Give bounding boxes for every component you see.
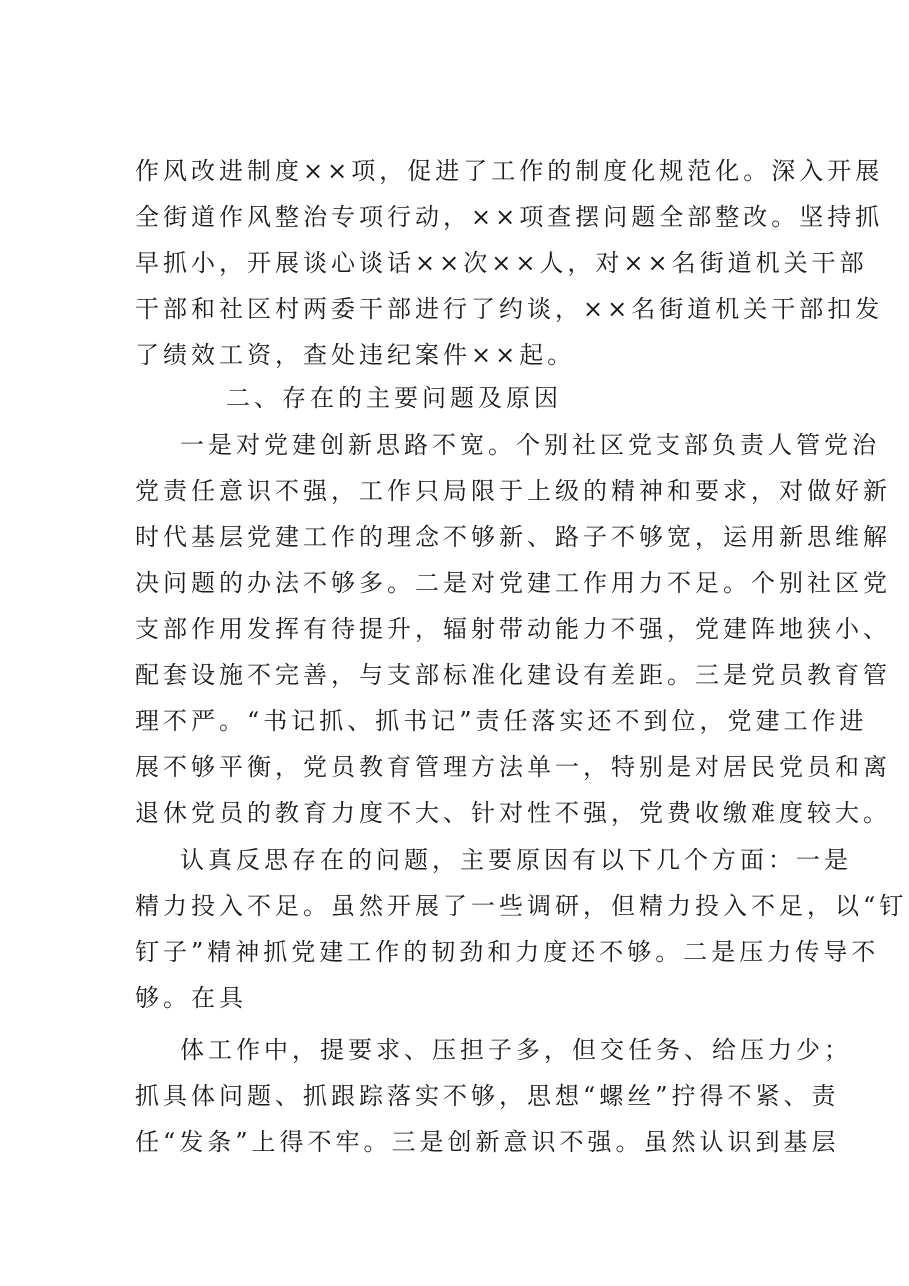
text-line: 作风改进制度××项，促进了工作的制度化规范化。深入开展 [135, 157, 884, 185]
text-line: 理不严。“书记抓、抓书记”责任落实还不到位，党建工作进 [135, 707, 868, 735]
text-line: 党责任意识不强，工作只局限于上级的精神和要求，对做好新 [135, 477, 891, 505]
text-line: 支部作用发挥有待提升，辐射带动能力不强，党建阵地狭小、 [135, 615, 891, 643]
paragraph-first-line: 一是对党建创新思路不宽。个别社区党支部负责人管党治 [180, 431, 880, 459]
section-heading: 二、存在的主要问题及原因 [226, 384, 562, 412]
text-line: 决问题的办法不够多。二是对党建工作用力不足。个别社区党 [135, 569, 891, 597]
text-line: 够。在具 [135, 984, 247, 1012]
text-line: 抓具体问题、抓跟踪落实不够，思想“螺丝”拧得不紧、责 [135, 1082, 840, 1110]
paragraph-first-line: 体工作中，提要求、压担子多，但交任务、给压力少； [180, 1036, 852, 1064]
text-line: 退休党员的教育力度不大、针对性不强，党费收缴难度较大。 [135, 799, 891, 827]
text-line: 展不够平衡，党员教育管理方法单一，特别是对居民党员和离 [135, 753, 891, 781]
text-line: 了绩效工资，查处违纪案件××起。 [135, 341, 576, 369]
text-line: 早抓小，开展谈心谈话××次××人，对××名街道机关干部 [135, 249, 868, 277]
text-line: 干部和社区村两委干部进行了约谈，××名街道机关干部扣发 [135, 295, 884, 323]
text-line: 配套设施不完善，与支部标准化建设有差距。三是党员教育管 [135, 661, 891, 689]
paragraph-first-line: 认真反思存在的问题，主要原因有以下几个方面：一是 [180, 846, 852, 874]
text-line: 时代基层党建工作的理念不够新、路子不够宽，运用新思维解 [135, 523, 891, 551]
text-line: 钉子”精神抓党建工作的韧劲和力度还不够。二是压力传导不 [135, 938, 880, 966]
text-line: 任“发条”上得不牢。三是创新意识不强。虽然认识到基层 [135, 1128, 840, 1156]
text-line: 全街道作风整治专项行动，××项查摆问题全部整改。坚持抓 [135, 203, 884, 231]
text-line: 精力投入不足。虽然开展了一些调研，但精力投入不足，以“钉 [135, 892, 908, 920]
